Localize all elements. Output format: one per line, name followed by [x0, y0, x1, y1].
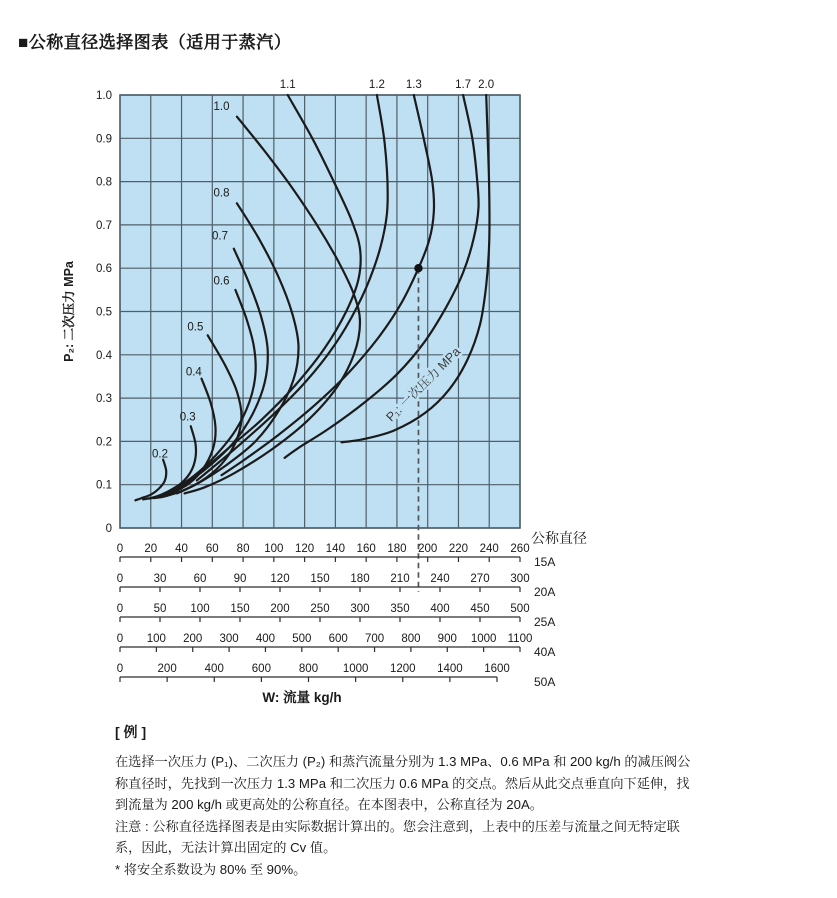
curve-label-1.1: 1.1: [279, 79, 296, 91]
scale-tick-label: 150: [310, 573, 330, 585]
flow-scale-20A: [117, 573, 556, 599]
scale-tick-label: 400: [204, 663, 224, 675]
scale-tick-label: 60: [193, 573, 207, 585]
scale-tick-label: 0: [116, 633, 124, 645]
scale-tick-label: 200: [270, 603, 290, 615]
footnote-text: * 将安全系数设为 80% 至 90%。: [115, 861, 307, 877]
y-tick-label: 0.9: [96, 133, 112, 146]
scale-tick-label: 200: [418, 543, 438, 555]
scale-tick-label: 600: [328, 633, 348, 645]
scale-tick-label: 500: [292, 633, 312, 645]
scale-tick-label: 30: [153, 573, 167, 585]
scale-tick-label: 0: [116, 663, 124, 675]
scale-tick-label: 240: [430, 573, 450, 585]
x-axis-title: W: 流量 kg/h: [262, 690, 342, 705]
example-text-line: 称直径时，先找到一次压力 1.3 MPa 和二次压力 0.6 MPa 的交点。然后从此交点垂直向下延伸，找: [115, 775, 690, 791]
scale-tick-label: 400: [255, 633, 276, 645]
scale-tick-label: 1000: [470, 633, 497, 645]
curve-label-1.2: 1.2: [368, 79, 385, 91]
scale-tick-label: 100: [190, 603, 210, 615]
scale-size-label: 40A: [534, 645, 556, 659]
scale-tick-label: 60: [205, 543, 219, 555]
example-heading: [ 例 ]: [115, 724, 147, 740]
y-tick-label: 0.7: [96, 219, 112, 232]
scale-tick-label: 900: [437, 633, 457, 645]
scale-tick-label: 120: [270, 573, 290, 585]
scale-tick-label: 800: [401, 633, 421, 645]
scale-tick-label: 20: [144, 543, 158, 555]
scale-tick-label: 600: [251, 663, 271, 675]
y-axis-title: P₂: 二次压力 MPa: [62, 261, 76, 362]
scale-tick-label: 90: [233, 573, 247, 585]
example-text-line: 在选择一次压力 (P₁)、二次压力 (P₂) 和蒸汽流量分别为 1.3 MPa、0.6 MPa 和 200 kg/h 的减压阀公: [115, 754, 691, 769]
scale-tick-label: 800: [298, 663, 319, 675]
curve-label-0.4: 0.4: [185, 366, 202, 379]
flow-scale-15A: [117, 543, 556, 569]
scale-tick-label: 180: [387, 543, 407, 555]
y-tick-label: 0.5: [96, 306, 112, 319]
scale-tick-label: 1600: [484, 663, 510, 675]
y-tick-label: 0.6: [96, 263, 112, 276]
example-text-line: 到流量为 200 kg/h 或更高处的公称直径。在本图表中，公称直径为 20A。: [115, 797, 543, 812]
curve-label-0.7: 0.7: [212, 230, 228, 243]
curve-label-1.0: 1.0: [213, 100, 230, 113]
scale-tick-label: 140: [325, 543, 345, 555]
p1-family-label: P₁: 一次压力 MPa: [383, 344, 464, 425]
scale-tick-label: 210: [390, 573, 410, 585]
curve-label-0.8: 0.8: [213, 187, 230, 200]
scale-size-label: 50A: [534, 675, 556, 689]
y-tick-label: 0.3: [96, 393, 112, 406]
scale-tick-label: 300: [510, 573, 530, 585]
scale-tick-label: 350: [390, 603, 410, 615]
scale-tick-label: 0: [116, 543, 124, 555]
scale-size-label: 15A: [534, 555, 556, 569]
curve-label-0.3: 0.3: [179, 411, 196, 424]
y-tick-label: 0.2: [96, 436, 112, 449]
scale-tick-label: 100: [146, 633, 166, 645]
scale-tick-label: 240: [479, 543, 499, 555]
curve-label-2.0: 2.0: [478, 79, 495, 91]
scale-tick-label: 220: [448, 543, 469, 555]
scale-tick-label: 250: [310, 603, 330, 615]
example-intersection-dot: [414, 264, 422, 272]
scale-tick-label: 150: [230, 603, 250, 615]
y-tick-label: 1.0: [96, 90, 112, 102]
curve-label-0.2: 0.2: [152, 448, 168, 461]
scale-size-label: 20A: [534, 585, 556, 599]
curve-label-1.3: 1.3: [405, 79, 422, 91]
scale-tick-label: 1100: [507, 633, 533, 645]
scale-tick-label: 300: [350, 603, 370, 615]
scale-tick-label: 1200: [389, 663, 416, 675]
y-axis: [61, 90, 113, 535]
scale-tick-label: 270: [470, 573, 490, 585]
y-tick-label: 0.4: [96, 349, 112, 362]
scale-tick-label: 80: [236, 543, 250, 555]
y-tick-label: 0.8: [96, 176, 112, 189]
flow-scale-40A: [117, 633, 556, 659]
scale-size-label: 25A: [534, 615, 556, 629]
curve-label-1.7: 1.7: [455, 79, 472, 91]
scale-tick-label: 40: [175, 543, 188, 555]
note-text-line: 注意 : 公称直径选择图表是由实际数据计算出的。您会注意到，上表中的压差与流量之间无特定联: [115, 818, 680, 834]
scale-tick-label: 700: [364, 633, 385, 645]
curve-label-0.6: 0.6: [213, 275, 230, 288]
scale-tick-label: 160: [356, 543, 376, 555]
scale-tick-label: 450: [470, 603, 490, 615]
scale-tick-label: 0: [116, 603, 124, 615]
scale-tick-label: 1400: [437, 663, 463, 675]
scale-tick-label: 50: [153, 603, 167, 615]
example-block: [115, 722, 815, 880]
scale-tick-label: 400: [430, 603, 450, 615]
note-text-line: 系，因此，无法计算出固定的 Cv 值。: [115, 840, 337, 855]
curve-label-0.5: 0.5: [187, 321, 204, 334]
scale-tick-label: 200: [157, 663, 177, 675]
scale-tick-label: 180: [350, 573, 370, 585]
scale-header: 公称直径: [531, 530, 587, 546]
scale-tick-label: 0: [116, 573, 124, 585]
page-title: ■公称直径选择图表（适用于蒸汽）: [18, 33, 292, 52]
scale-tick-label: 300: [219, 633, 239, 645]
scale-tick-label: 1000: [342, 663, 369, 675]
flow-scale-25A: [117, 603, 556, 629]
scale-tick-label: 200: [183, 633, 203, 645]
y-tick-label: 0: [105, 523, 112, 535]
scale-tick-label: 100: [264, 543, 284, 555]
scale-tick-label: 260: [510, 543, 530, 555]
scale-tick-label: 500: [510, 603, 530, 615]
scale-tick-label: 120: [295, 543, 315, 555]
flow-scale-50A: [117, 663, 556, 689]
y-tick-label: 0.1: [96, 479, 112, 492]
